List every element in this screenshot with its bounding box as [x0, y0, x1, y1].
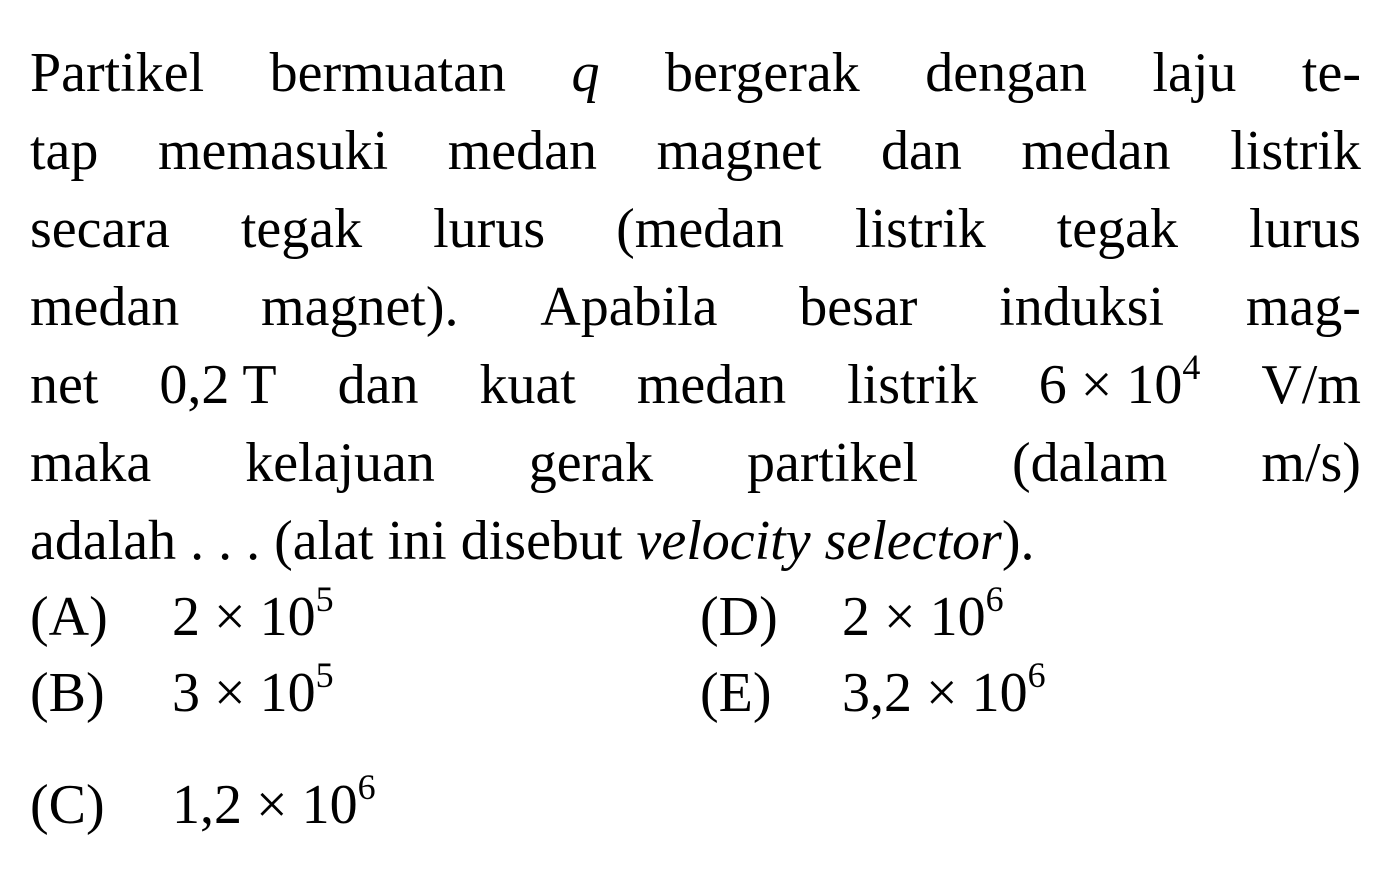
- option-value-exponent: 6: [985, 579, 1004, 620]
- option-letter: (B): [30, 662, 105, 724]
- option-value-base: 2 × 10: [172, 586, 316, 648]
- electric-field-value: [1038, 347, 1201, 420]
- option-b[interactable]: [30, 655, 334, 728]
- word: kuat: [479, 354, 576, 416]
- option-letter: (E): [700, 662, 772, 724]
- option-c[interactable]: [30, 767, 376, 840]
- word: lurus: [1248, 198, 1361, 260]
- word: medan: [30, 276, 180, 338]
- word: magnet).: [261, 276, 459, 338]
- word: dan: [880, 120, 962, 182]
- word: (dalam: [1012, 432, 1168, 494]
- word: medan: [1021, 120, 1171, 182]
- word: lurus: [433, 198, 546, 260]
- word: laju: [1152, 42, 1237, 104]
- line-7-text-after: ).: [1001, 510, 1035, 572]
- electric-field-base: 6 × 10: [1038, 354, 1183, 416]
- word: induksi: [999, 276, 1165, 338]
- question-line-7: [30, 506, 1361, 576]
- option-e[interactable]: [700, 655, 1046, 728]
- option-d[interactable]: [700, 579, 1004, 652]
- question-line-4: [30, 272, 1361, 342]
- option-value-exponent: 6: [357, 767, 376, 808]
- charge-variable: q: [571, 42, 600, 104]
- word: net: [30, 354, 99, 416]
- option-letter: (D): [700, 586, 778, 648]
- question-line-2: [30, 116, 1361, 186]
- word: medan: [447, 120, 598, 182]
- word: memasuki: [157, 120, 389, 182]
- word: bermuatan: [269, 42, 506, 104]
- word: kelajuan: [245, 432, 435, 494]
- option-a[interactable]: [30, 579, 334, 652]
- option-letter: (A): [30, 586, 108, 648]
- option-value-base: 3,2 × 10: [842, 662, 1028, 724]
- velocity-selector-term: velocity selector: [636, 510, 1002, 572]
- word: listrik: [855, 198, 986, 260]
- word: dan: [337, 354, 419, 416]
- option-value-base: 3 × 10: [172, 662, 316, 724]
- word: medan: [636, 354, 787, 416]
- question-line-1: [30, 38, 1361, 108]
- word: dengan: [925, 42, 1087, 104]
- option-value-base: 2 × 10: [842, 586, 986, 648]
- word: tap: [30, 120, 99, 182]
- option-value-base: 1,2 × 10: [172, 774, 358, 836]
- word: besar: [799, 276, 918, 338]
- option-letter: (C): [30, 774, 105, 836]
- option-value-exponent: 5: [315, 655, 334, 696]
- word: tegak: [240, 198, 363, 260]
- word: maka: [30, 432, 152, 494]
- word: m/s): [1261, 432, 1361, 494]
- word: secara: [30, 198, 170, 260]
- electric-field-unit: V/m: [1261, 354, 1361, 416]
- word: Apabila: [540, 276, 718, 338]
- question-line-3: [30, 194, 1361, 264]
- word: magnet: [656, 120, 822, 182]
- word: listrik: [847, 354, 978, 416]
- word: partikel: [747, 432, 919, 494]
- question-line-5: [30, 347, 1361, 420]
- electric-field-exponent: 4: [1182, 347, 1201, 388]
- magnetic-induction-value: 0,2 T: [159, 354, 277, 416]
- question-line-6: [30, 428, 1361, 498]
- word: tegak: [1056, 198, 1178, 260]
- word: listrik: [1230, 120, 1361, 182]
- word: mag-: [1245, 276, 1361, 338]
- line-7-text-before: adalah . . . (alat ini disebut: [30, 510, 637, 572]
- word: bergerak: [664, 42, 860, 104]
- word: te-: [1301, 42, 1361, 104]
- option-value-exponent: 5: [315, 579, 334, 620]
- word: (medan: [616, 198, 785, 260]
- word: Partikel: [30, 42, 205, 104]
- word: gerak: [528, 432, 654, 494]
- option-value-exponent: 6: [1027, 655, 1046, 696]
